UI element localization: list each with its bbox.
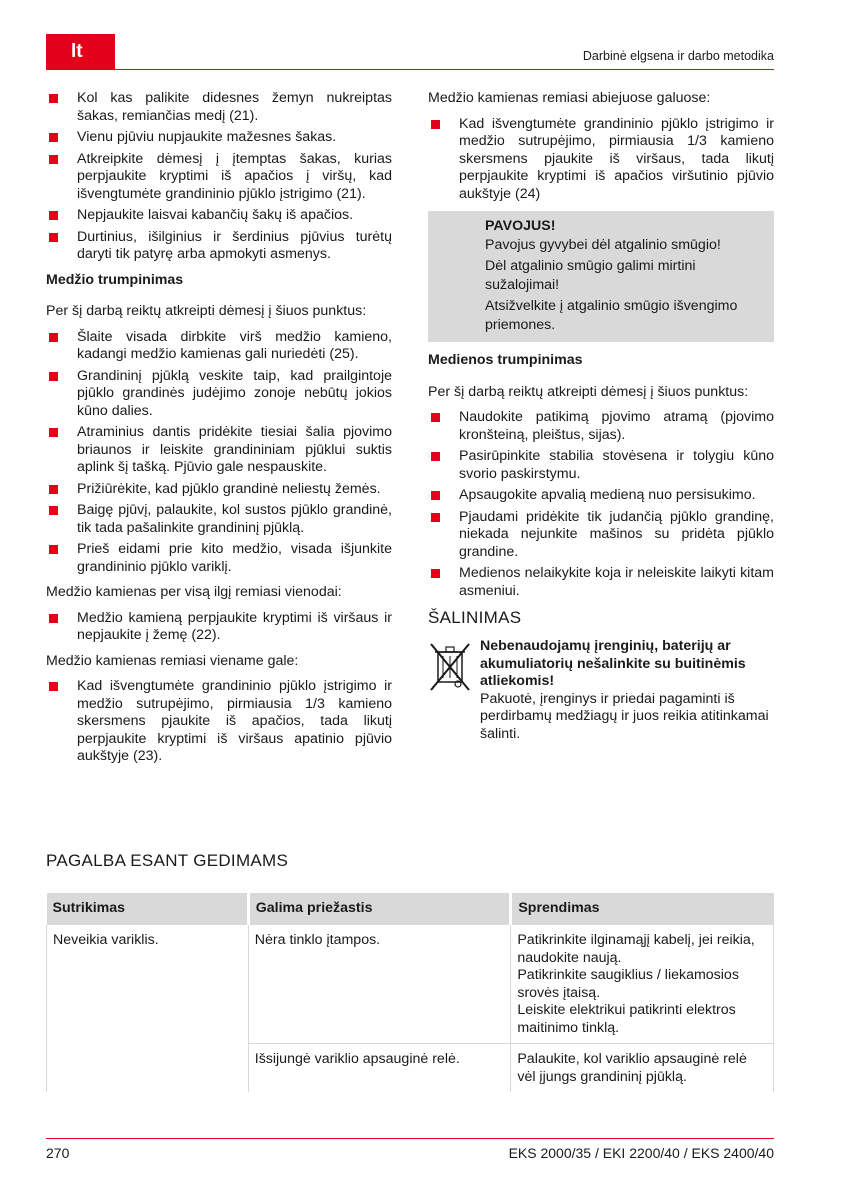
bullet-icon bbox=[49, 428, 58, 437]
header-divider bbox=[46, 69, 774, 70]
troubleshooting-heading: PAGALBA ESANT GEDIMAMS bbox=[46, 851, 289, 870]
cause-cell: Išsijungė variklio apsauginė relė. bbox=[248, 1044, 511, 1093]
list-item: Medienos nelaikykite koja ir neleiskite laikyti kitam asmeniui. bbox=[428, 565, 774, 600]
list-item: Prieš eidami prie kito medžio, visada išjunkite grandininio pjūklo variklį. bbox=[46, 541, 392, 576]
disposal-warning: Nebenaudojamų įrenginių, baterijų ar akumuliatorių nešalinkite su buitinėmis atliekomis! bbox=[480, 638, 746, 689]
even-support-text: Medžio kamienas per visą ilgį remiasi vienodai: bbox=[46, 584, 342, 600]
intro-text: Per šį darbą reiktų atkreipti dėmesį į šiuos punktus: bbox=[428, 383, 749, 400]
list-item: Grandininį pjūklą veskite taip, kad prailgintoje pjūklo grandinės judėjimo zonoje nebūtų jokios kūno dalies. bbox=[46, 368, 392, 421]
danger-line: Dėl atgalinio smūgio galimi mirtini sužalojimai! bbox=[485, 258, 696, 293]
danger-box bbox=[428, 211, 774, 342]
column-header: Sprendimas bbox=[511, 893, 774, 925]
list-item: Prižiūrėkite, kad pjūklo grandinė neliestų žemės. bbox=[46, 481, 392, 499]
disposal-text bbox=[480, 638, 774, 743]
problem-cell: Neveikia variklis. bbox=[47, 925, 249, 1092]
solution-cell: Patikrinkite ilginamąjį kabelį, jei reikia, naudokite naują. Patikrinkite saugiklius / liekamosios srovės įtaisą. Leiskite elektrikui patikrinti elektros maitinimo tinklą. bbox=[511, 925, 774, 1044]
disposal-block bbox=[428, 638, 774, 743]
list-item: Medžio kamieną perpjaukite kryptimi iš viršaus ir nepjaukite į žemę (22). bbox=[46, 610, 392, 645]
tree-shortening-list bbox=[46, 329, 392, 577]
bullet-icon bbox=[49, 614, 58, 623]
model-names: EKS 2000/35 / EKI 2200/40 / EKS 2400/40 bbox=[508, 1145, 774, 1161]
bullet-icon bbox=[49, 545, 58, 554]
one-end-text: Medžio kamienas remiasi viename gale: bbox=[46, 652, 299, 669]
section-title: Darbinė elgsena ir darbo metodika bbox=[582, 49, 774, 63]
one-end-list bbox=[46, 678, 392, 766]
bullet-icon bbox=[49, 233, 58, 242]
both-ends-list bbox=[428, 116, 774, 204]
list-item: Šlaite visada dirbkite virš medžio kamieno, kadangi medžio kamienas gali nuriedėti (25). bbox=[46, 329, 392, 364]
bullet-icon bbox=[49, 485, 58, 494]
bullet-icon bbox=[49, 333, 58, 342]
even-support-list bbox=[46, 610, 392, 645]
column-header: Sutrikimas bbox=[47, 893, 249, 925]
right-column bbox=[428, 90, 774, 743]
disposal-heading: ŠALINIMAS bbox=[428, 608, 522, 627]
table-row bbox=[47, 925, 774, 1044]
danger-line: Pavojus gyvybei dėl atgalinio smūgio! bbox=[485, 237, 721, 253]
list-item: Baigę pjūvį, palaukite, kol sustos pjūklo grandinė, tik tada pašalinkite grandininį pjūklą. bbox=[46, 502, 392, 537]
bullet-icon bbox=[49, 372, 58, 381]
solution-cell: Palaukite, kol variklio apsauginė relė vėl įjungs grandininį pjūklą. bbox=[511, 1044, 774, 1093]
bullet-icon bbox=[49, 155, 58, 164]
list-item: Pasirūpinkite stabilia stovėsena ir tolygiu kūno svorio paskirstymu. bbox=[428, 448, 774, 483]
bullet-icon bbox=[431, 413, 440, 422]
crossed-bin-icon bbox=[428, 638, 472, 696]
bullet-icon bbox=[49, 94, 58, 103]
cause-cell: Nėra tinklo įtampos. bbox=[248, 925, 511, 1044]
list-item: Durtinius, išilginius ir šerdinius pjūvius turėtų daryti tik patyrę arba apmokyti asmenys. bbox=[46, 229, 392, 264]
table-header-row bbox=[47, 893, 774, 925]
danger-line: Atsižvelkite į atgalinio smūgio išvengimo priemones. bbox=[485, 298, 738, 333]
page-number: 270 bbox=[46, 1145, 70, 1161]
list-item: Pjaudami pridėkite tik judančią pjūklo grandinę, niekada nejunkite mašinos su pridėta pjūklo grandine. bbox=[428, 509, 774, 562]
list-item: Kol kas palikite didesnes žemyn nukreiptas šakas, remiančias medį (21). bbox=[46, 90, 392, 125]
list-item: Vienu pjūviu nupjaukite mažesnes šakas. bbox=[46, 129, 392, 147]
tree-shortening-heading: Medžio trumpinimas bbox=[46, 271, 184, 288]
intro-text: Per šį darbą reiktų atkreipti dėmesį į šiuos punktus: bbox=[46, 303, 367, 319]
bullet-icon bbox=[431, 452, 440, 461]
column-header: Galima priežastis bbox=[248, 893, 511, 925]
disposal-info: Pakuotė, įrenginys ir priedai pagaminti iš perdirbamų medžiagų ir juos reikia atitinkamai šalinti. bbox=[480, 690, 769, 742]
bullet-icon bbox=[431, 513, 440, 522]
list-item: Atraminius dantis pridėkite tiesiai šalia pjovimo briaunos ir leiskite grandininiam pjūklui suktis aplink šį tašką. Pjūvio gale nespauskite. bbox=[46, 424, 392, 477]
bullet-icon bbox=[49, 682, 58, 691]
bullet-icon bbox=[431, 491, 440, 500]
wood-shortening-list bbox=[428, 409, 774, 600]
troubleshooting-table bbox=[46, 893, 774, 1092]
danger-title: PAVOJUS! bbox=[485, 218, 556, 234]
list-item: Nepjaukite laisvai kabančių šakų iš apačios. bbox=[46, 207, 392, 225]
both-ends-text: Medžio kamienas remiasi abiejuose galuose: bbox=[428, 90, 711, 106]
list-item: Kad išvengtumėte grandininio pjūklo įstrigimo ir medžio sutrupėjimo, pirmiausia 1/3 kamieno skersmens pjaukite iš viršaus, tada likutį perpjaukite kryptimi iš apačios viršutinio pjūvio aukštyje (24) bbox=[428, 116, 774, 204]
list-item: Apsaugokite apvalią medieną nuo persisukimo. bbox=[428, 487, 774, 505]
bullet-icon bbox=[49, 506, 58, 515]
bullet-icon bbox=[431, 569, 440, 578]
language-tab: lt bbox=[46, 34, 115, 70]
list-item: Kad išvengtumėte grandininio pjūklo įstrigimo ir medžio sutrupėjimo, pirmiausia 1/3 kamieno skersmens pjaukite iš apačios, tada likutį perpjaukite kryptimi iš viršaus apatinio pjūvio aukštyje (23). bbox=[46, 678, 392, 766]
bullet-icon bbox=[49, 133, 58, 142]
list-item: Naudokite patikimą pjovimo atramą (pjovimo kronšteiną, pleištus, sijas). bbox=[428, 409, 774, 444]
bullet-icon bbox=[49, 211, 58, 220]
wood-shortening-heading: Medienos trumpinimas bbox=[428, 352, 583, 368]
bullet-icon bbox=[431, 120, 440, 129]
list-item: Atkreipkite dėmesį į įtemptas šakas, kurias perpjaukite kryptimi iš apačios į viršų, kad išvengtumėte grandininio pjūklo įstrigimo (21). bbox=[46, 151, 392, 204]
footer-divider bbox=[46, 1138, 774, 1139]
left-column bbox=[46, 90, 392, 774]
branch-bullet-list bbox=[46, 90, 392, 264]
